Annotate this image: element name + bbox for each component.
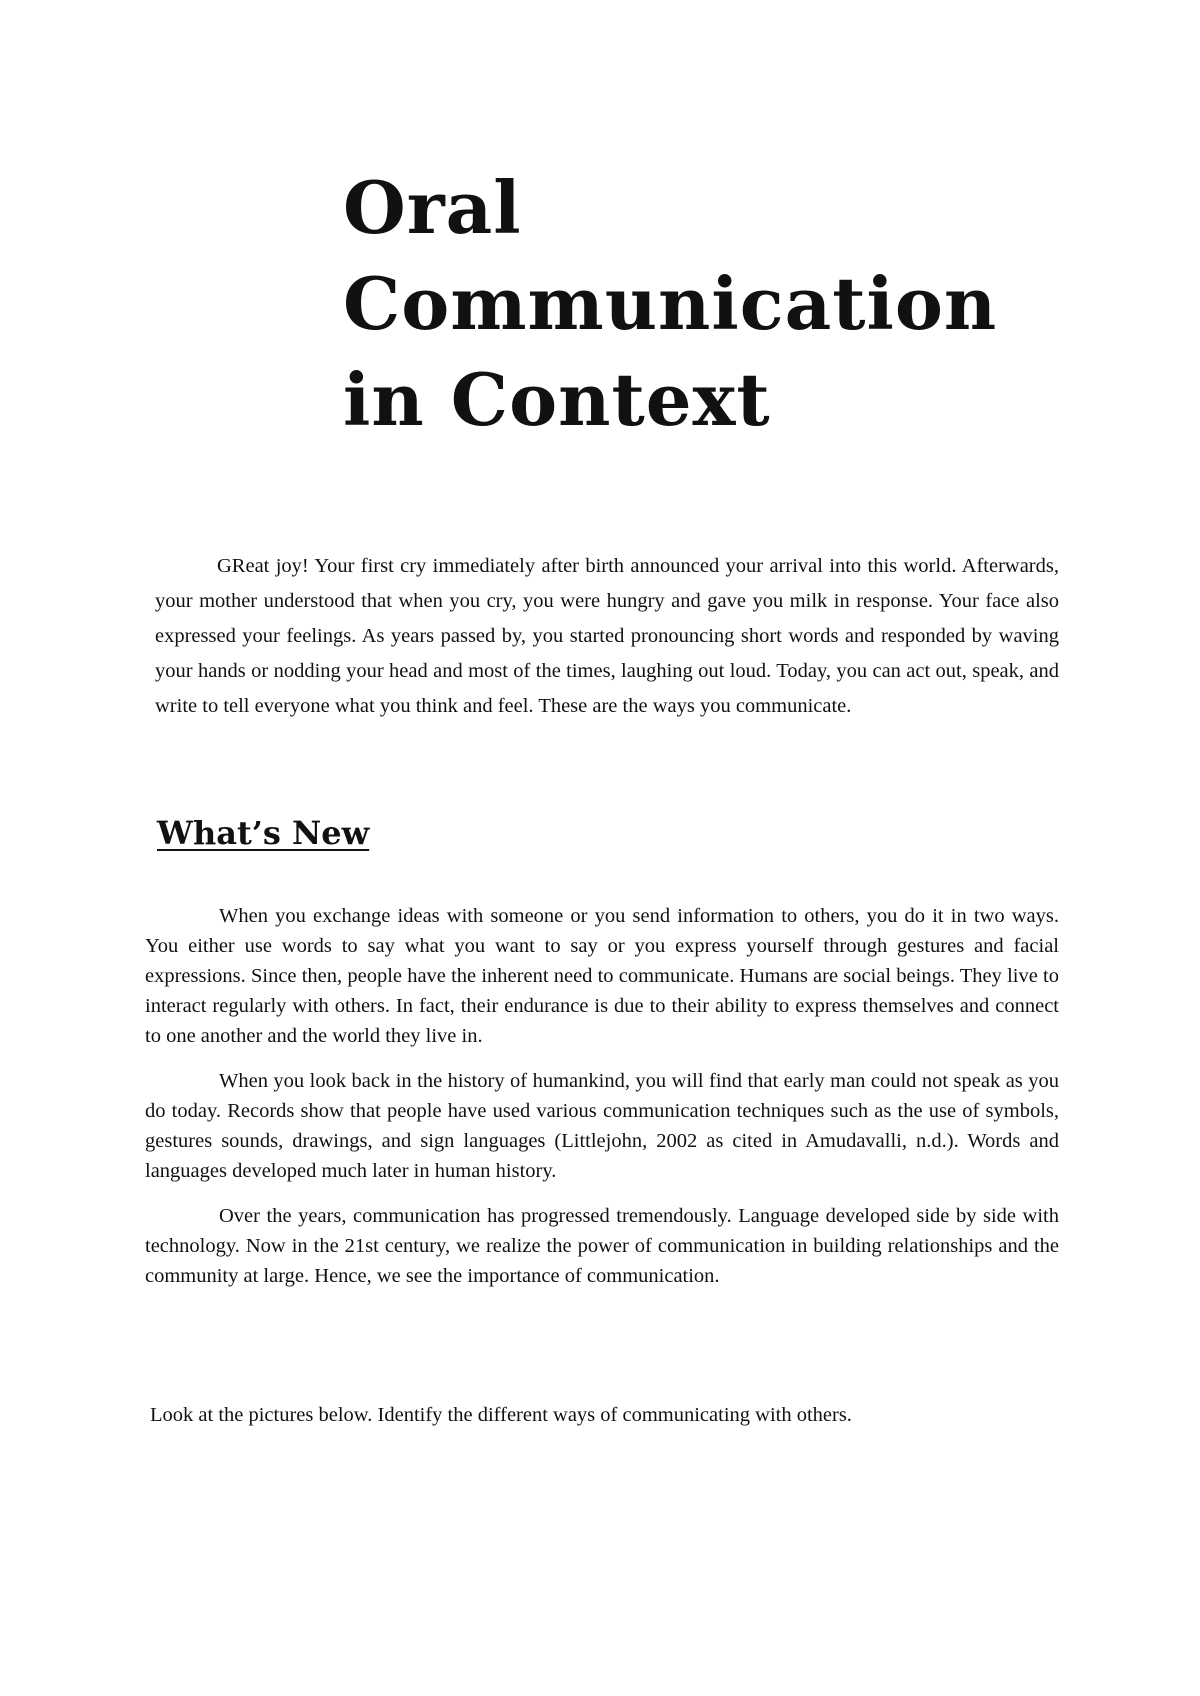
whats-new-body xyxy=(145,901,1059,1306)
intro-section xyxy=(155,549,1059,724)
section-heading-whats-new: What’s New xyxy=(157,814,370,852)
body-paragraph-2: When you look back in the history of humankind, you will find that early man could not speak as you do today. Records show that people have used various communication techniques such as the use of symbols, gestures sounds, drawings, and sign languages (Littlejohn, 2002 as cited in Amudavalli, n.d.). Words and languages developed much later in human history. xyxy=(145,1070,1059,1182)
title-line-3: in Context xyxy=(343,357,771,442)
body-paragraph-3: Over the years, communication has progressed tremendously. Language developed side by side with technology. Now in the 21st century, we realize the power of communication in building relationships and the community at large. Hence, we see the importance of communication. xyxy=(145,1205,1059,1287)
body-paragraph-1: When you exchange ideas with someone or you send information to others, you do it in two ways. You either use words to say what you want to say or you express yourself through gestures and facial expressions. Since then, people have the inherent need to communicate. Humans are social beings. They live to interact regularly with others. In fact, their endurance is due to their ability to express themselves and connect to one another and the world they live in. xyxy=(145,905,1059,1047)
instruction-text: Look at the pictures below. Identify the different ways of communicating with others. xyxy=(150,1404,852,1426)
intro-paragraph: GReat joy! Your first cry immediately after birth announced your arrival into this world. Afterwards, your mother understood that when you cry, you were hungry and gave you milk in response. Your face also expressed your feelings. As years passed by, you started pronouncing short words and responded by waving your hands or nodding your head and most of the times, laughing out loud. Today, you can act out, speak, and write to tell everyone what you think and feel. These are the ways you communicate. xyxy=(155,555,1059,717)
title-line-2: Communication xyxy=(343,261,998,346)
document-title xyxy=(343,160,1103,448)
title-line-1: Oral xyxy=(343,165,522,250)
